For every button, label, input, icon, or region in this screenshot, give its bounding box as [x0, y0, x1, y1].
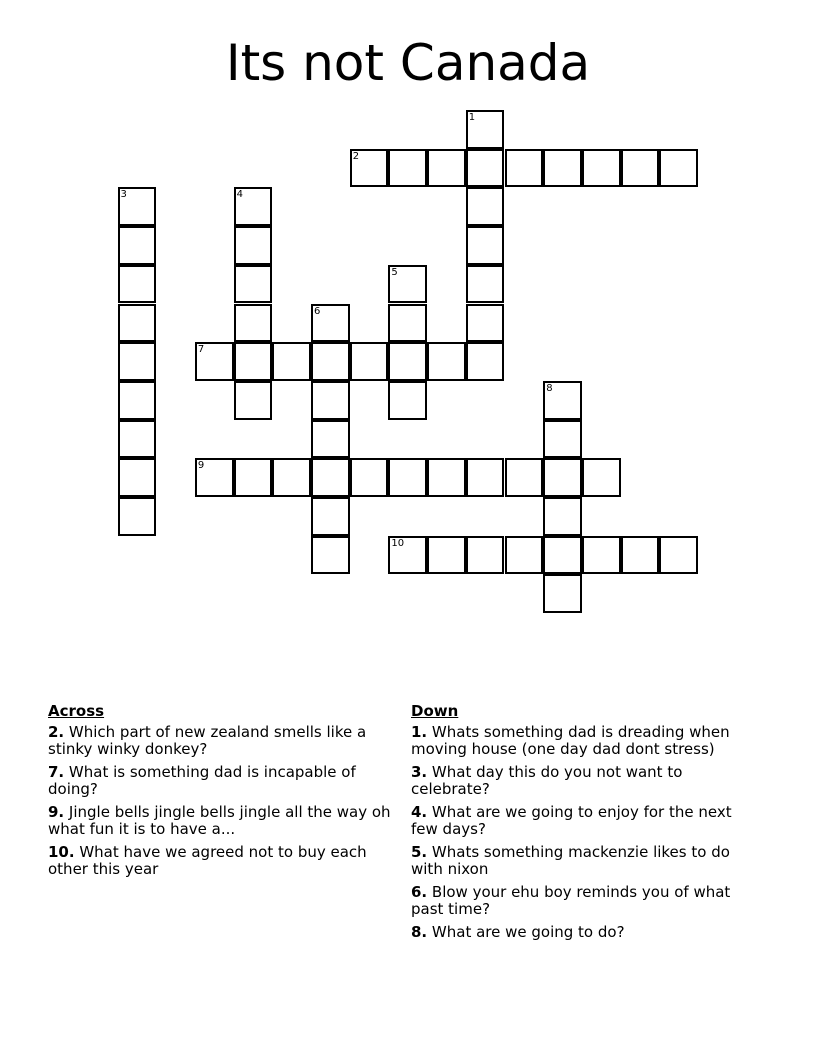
cell-number: 10 [391, 537, 405, 549]
grid-cell[interactable] [234, 342, 273, 381]
down-clue-6 [411, 884, 761, 918]
grid-cell[interactable] [195, 458, 234, 497]
clue-number: 4. [411, 803, 428, 821]
grid-cell[interactable] [118, 226, 157, 265]
grid-cell[interactable] [543, 420, 582, 459]
grid-cell[interactable] [118, 420, 157, 459]
grid-cell[interactable] [543, 149, 582, 188]
puzzle-title: Its not Canada [225, 34, 591, 92]
clue-text: Jingle bells jingle bells jingle all the way oh what fun it is to have a... [48, 803, 391, 838]
clue-text: What have we agreed not to buy each other this year [48, 843, 367, 878]
grid-cell[interactable] [466, 458, 505, 497]
grid-cell[interactable] [621, 149, 660, 188]
grid-cell[interactable] [427, 458, 466, 497]
down-clue-3 [411, 764, 761, 798]
grid-cell[interactable] [582, 458, 621, 497]
grid-cell[interactable] [350, 342, 389, 381]
across-clues [48, 703, 393, 884]
grid-cell[interactable] [505, 458, 544, 497]
grid-cell[interactable] [505, 149, 544, 188]
grid-cell[interactable] [118, 381, 157, 420]
grid-cell[interactable] [118, 342, 157, 381]
clue-text: What are we going to do? [427, 923, 625, 941]
cell-number: 7 [197, 344, 205, 356]
grid-cell[interactable] [543, 381, 582, 420]
grid-cell[interactable] [234, 265, 273, 304]
grid-cell[interactable] [582, 149, 621, 188]
grid-cell[interactable] [311, 381, 350, 420]
cell-number: 6 [314, 305, 321, 317]
grid-cell[interactable] [582, 536, 621, 575]
clue-number: 7. [48, 763, 65, 781]
cell-number: 3 [120, 189, 127, 201]
clue-number: 1. [411, 723, 428, 741]
cell-number: 9 [197, 460, 205, 472]
clue-number: 5. [411, 843, 428, 861]
grid-cell[interactable] [621, 536, 660, 575]
clue-text: What day this do you not want to celebrate? [411, 763, 683, 798]
grid-cell[interactable] [659, 536, 698, 575]
grid-cell[interactable] [388, 304, 427, 343]
clue-number: 9. [48, 803, 65, 821]
grid-cell[interactable] [543, 536, 582, 575]
grid-cell[interactable] [543, 458, 582, 497]
clue-text: Blow your ehu boy reminds you of what past time? [411, 883, 731, 918]
clue-number: 2. [48, 723, 65, 741]
grid-cell[interactable] [234, 187, 273, 226]
grid-cell[interactable] [427, 536, 466, 575]
grid-cell[interactable] [350, 458, 389, 497]
grid-cell[interactable] [311, 458, 350, 497]
grid-cell[interactable] [466, 149, 505, 188]
clue-text: What is something dad is incapable of doing? [48, 763, 356, 798]
across-clue-10 [48, 844, 393, 878]
grid-cell[interactable] [272, 458, 311, 497]
grid-cell[interactable] [311, 536, 350, 575]
grid-cell[interactable] [388, 342, 427, 381]
grid-cell[interactable] [118, 304, 157, 343]
down-clue-1 [411, 724, 761, 758]
grid-cell[interactable] [118, 458, 157, 497]
grid-cell[interactable] [388, 536, 427, 575]
down-clue-5 [411, 844, 761, 878]
grid-cell[interactable] [466, 226, 505, 265]
cell-number: 4 [236, 189, 243, 201]
grid-cell[interactable] [350, 149, 389, 188]
grid-cell[interactable] [311, 304, 350, 343]
grid-cell[interactable] [505, 536, 544, 575]
grid-cell[interactable] [466, 265, 505, 304]
clue-text: Whats something mackenzie likes to do with nixon [411, 843, 730, 878]
grid-cell[interactable] [234, 381, 273, 420]
across-heading: Across [48, 702, 105, 720]
clue-number: 10. [48, 843, 75, 861]
grid-cell[interactable] [234, 458, 273, 497]
clue-number: 3. [411, 763, 428, 781]
grid-cell[interactable] [388, 265, 427, 304]
across-clue-7 [48, 764, 393, 798]
grid-cell[interactable] [543, 574, 582, 613]
grid-cell[interactable] [466, 187, 505, 226]
grid-cell[interactable] [311, 497, 350, 536]
grid-cell[interactable] [466, 342, 505, 381]
grid-cell[interactable] [272, 342, 311, 381]
grid-cell[interactable] [427, 342, 466, 381]
grid-cell[interactable] [388, 458, 427, 497]
cell-number: 5 [391, 266, 398, 278]
grid-cell[interactable] [388, 149, 427, 188]
clue-number: 8. [411, 923, 428, 941]
cell-number: 1 [468, 112, 476, 123]
grid-cell[interactable] [466, 304, 505, 343]
cell-number: 8 [546, 382, 553, 394]
grid-cell[interactable] [427, 149, 466, 188]
down-clue-8 [411, 924, 761, 941]
clue-number: 6. [411, 883, 428, 901]
grid-cell[interactable] [659, 149, 698, 188]
grid-cell[interactable] [466, 536, 505, 575]
grid-cell[interactable] [311, 342, 350, 381]
grid-cell[interactable] [311, 420, 350, 459]
grid-cell[interactable] [466, 110, 505, 149]
across-clue-9 [48, 804, 393, 838]
down-heading: Down [411, 702, 459, 720]
grid-cell[interactable] [543, 497, 582, 536]
grid-cell[interactable] [118, 265, 157, 304]
cell-number: 2 [352, 150, 360, 162]
clue-text: Whats something dad is dreading when moving house (one day dad dont stress) [411, 723, 730, 758]
grid-cell[interactable] [234, 304, 273, 343]
clue-text: What are we going to enjoy for the next few days? [411, 803, 732, 838]
down-clues [411, 703, 761, 947]
grid-cell[interactable] [388, 381, 427, 420]
clue-text: Which part of new zealand smells like a stinky winky donkey? [48, 723, 367, 758]
across-clue-2 [48, 724, 393, 758]
grid-cell[interactable] [234, 226, 273, 265]
grid-cell[interactable] [195, 342, 234, 381]
grid-cell[interactable] [118, 187, 157, 226]
grid-cell[interactable] [118, 497, 157, 536]
down-clue-4 [411, 804, 761, 838]
